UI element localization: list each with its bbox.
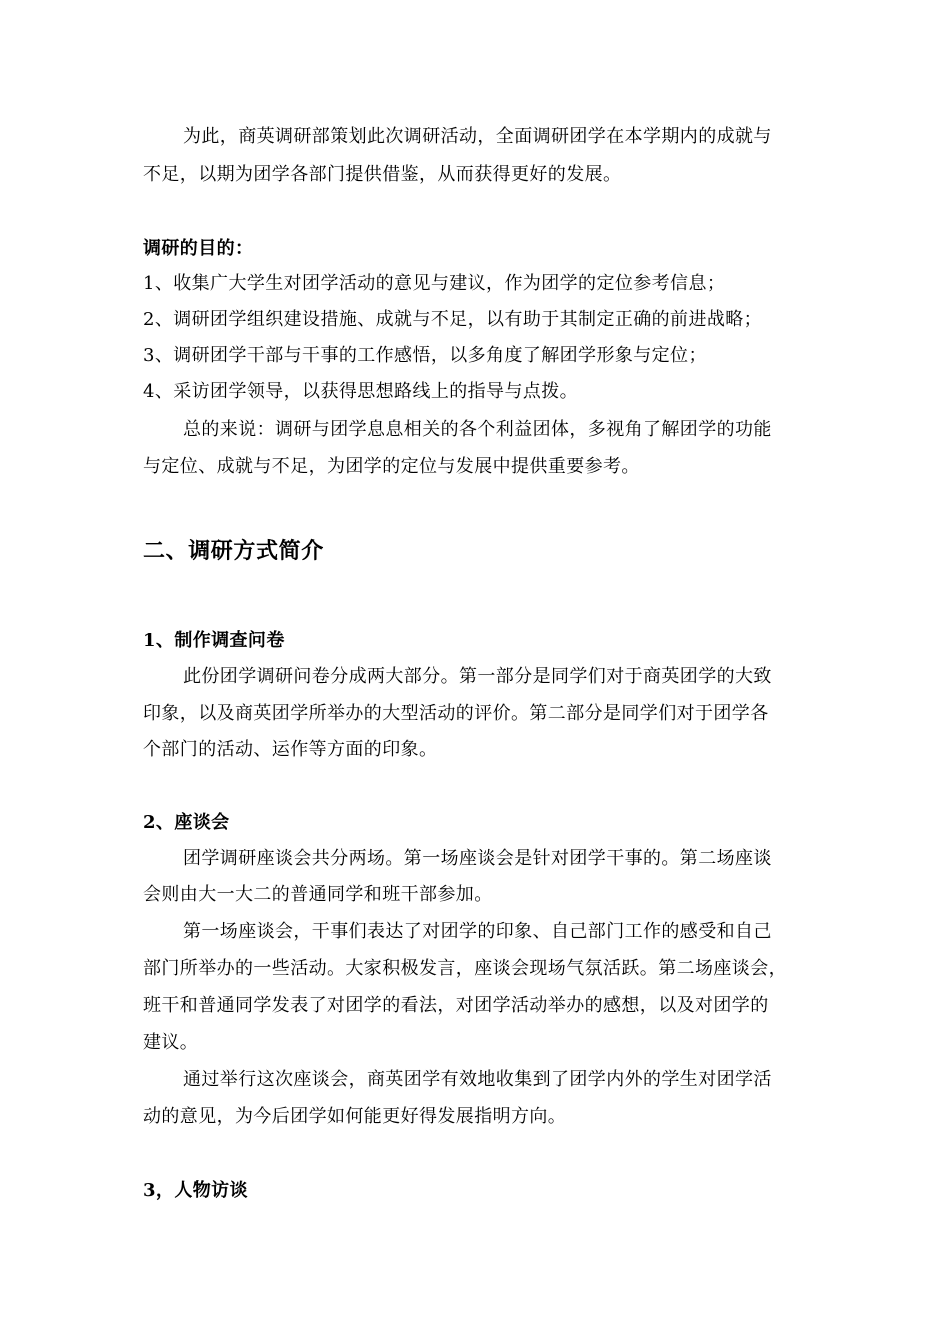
forum-p1-line-2: 会则由大一大二的普通同学和班干部参加。 — [143, 884, 493, 905]
purpose-summary-line-2: 与定位、成就与不足，为团学的定位与发展中提供重要参考。 — [143, 456, 640, 477]
questionnaire-line-2: 印象，以及商英团学所举办的大型活动的评价。第二部分是同学们对于团学各 — [143, 703, 769, 724]
forum-p2-line-2: 部门所举办的一些活动。大家积极发言，座谈会现场气氛活跃。第二场座谈会， — [143, 958, 787, 979]
forum-p2-line-4: 建议。 — [143, 1032, 199, 1053]
subsection-heading-interview: 3，人物访谈 — [143, 1180, 248, 1201]
section-heading: 二、调研方式简介 — [143, 538, 324, 564]
questionnaire-line-1: 此份团学调研问卷分成两大部分。第一部分是同学们对于商英团学的大致 — [183, 666, 772, 687]
subsection-heading-questionnaire: 1、制作调查问卷 — [143, 630, 285, 651]
intro-line-1: 为此，商英调研部策划此次调研活动，全面调研团学在本学期内的成就与 — [183, 126, 772, 147]
forum-p3-line-1: 通过举行这次座谈会，商英团学有效地收集到了团学内外的学生对团学活 — [183, 1069, 772, 1090]
purpose-item-1: 1、收集广大学生对团学活动的意见与建议，作为团学的定位参考信息； — [143, 273, 726, 294]
purpose-heading: 调研的目的： — [143, 238, 254, 259]
forum-p1-line-1: 团学调研座谈会共分两场。第一场座谈会是针对团学干事的。第二场座谈 — [183, 848, 772, 869]
intro-line-2: 不足，以期为团学各部门提供借鉴，从而获得更好的发展。 — [143, 164, 622, 185]
purpose-summary-line-1: 总的来说：调研与团学息息相关的各个利益团体，多视角了解团学的功能 — [183, 419, 772, 440]
forum-p2-line-3: 班干和普通同学发表了对团学的看法，对团学活动举办的感想，以及对团学的 — [143, 995, 769, 1016]
purpose-item-3: 3、调研团学干部与干事的工作感悟，以多角度了解团学形象与定位； — [143, 345, 707, 366]
subsection-heading-forum: 2、座谈会 — [143, 812, 230, 833]
forum-p3-line-2: 动的意见，为今后团学如何能更好得发展指明方向。 — [143, 1106, 567, 1127]
forum-p2-line-1: 第一场座谈会，干事们表达了对团学的印象、自己部门工作的感受和自己 — [183, 921, 772, 942]
questionnaire-line-3: 个部门的活动、运作等方面的印象。 — [143, 739, 438, 760]
purpose-item-2: 2、调研团学组织建设措施、成就与不足，以有助于其制定正确的前进战略； — [143, 309, 763, 330]
purpose-item-4: 4、采访团学领导，以获得思想路线上的指导与点拨。 — [143, 381, 579, 402]
